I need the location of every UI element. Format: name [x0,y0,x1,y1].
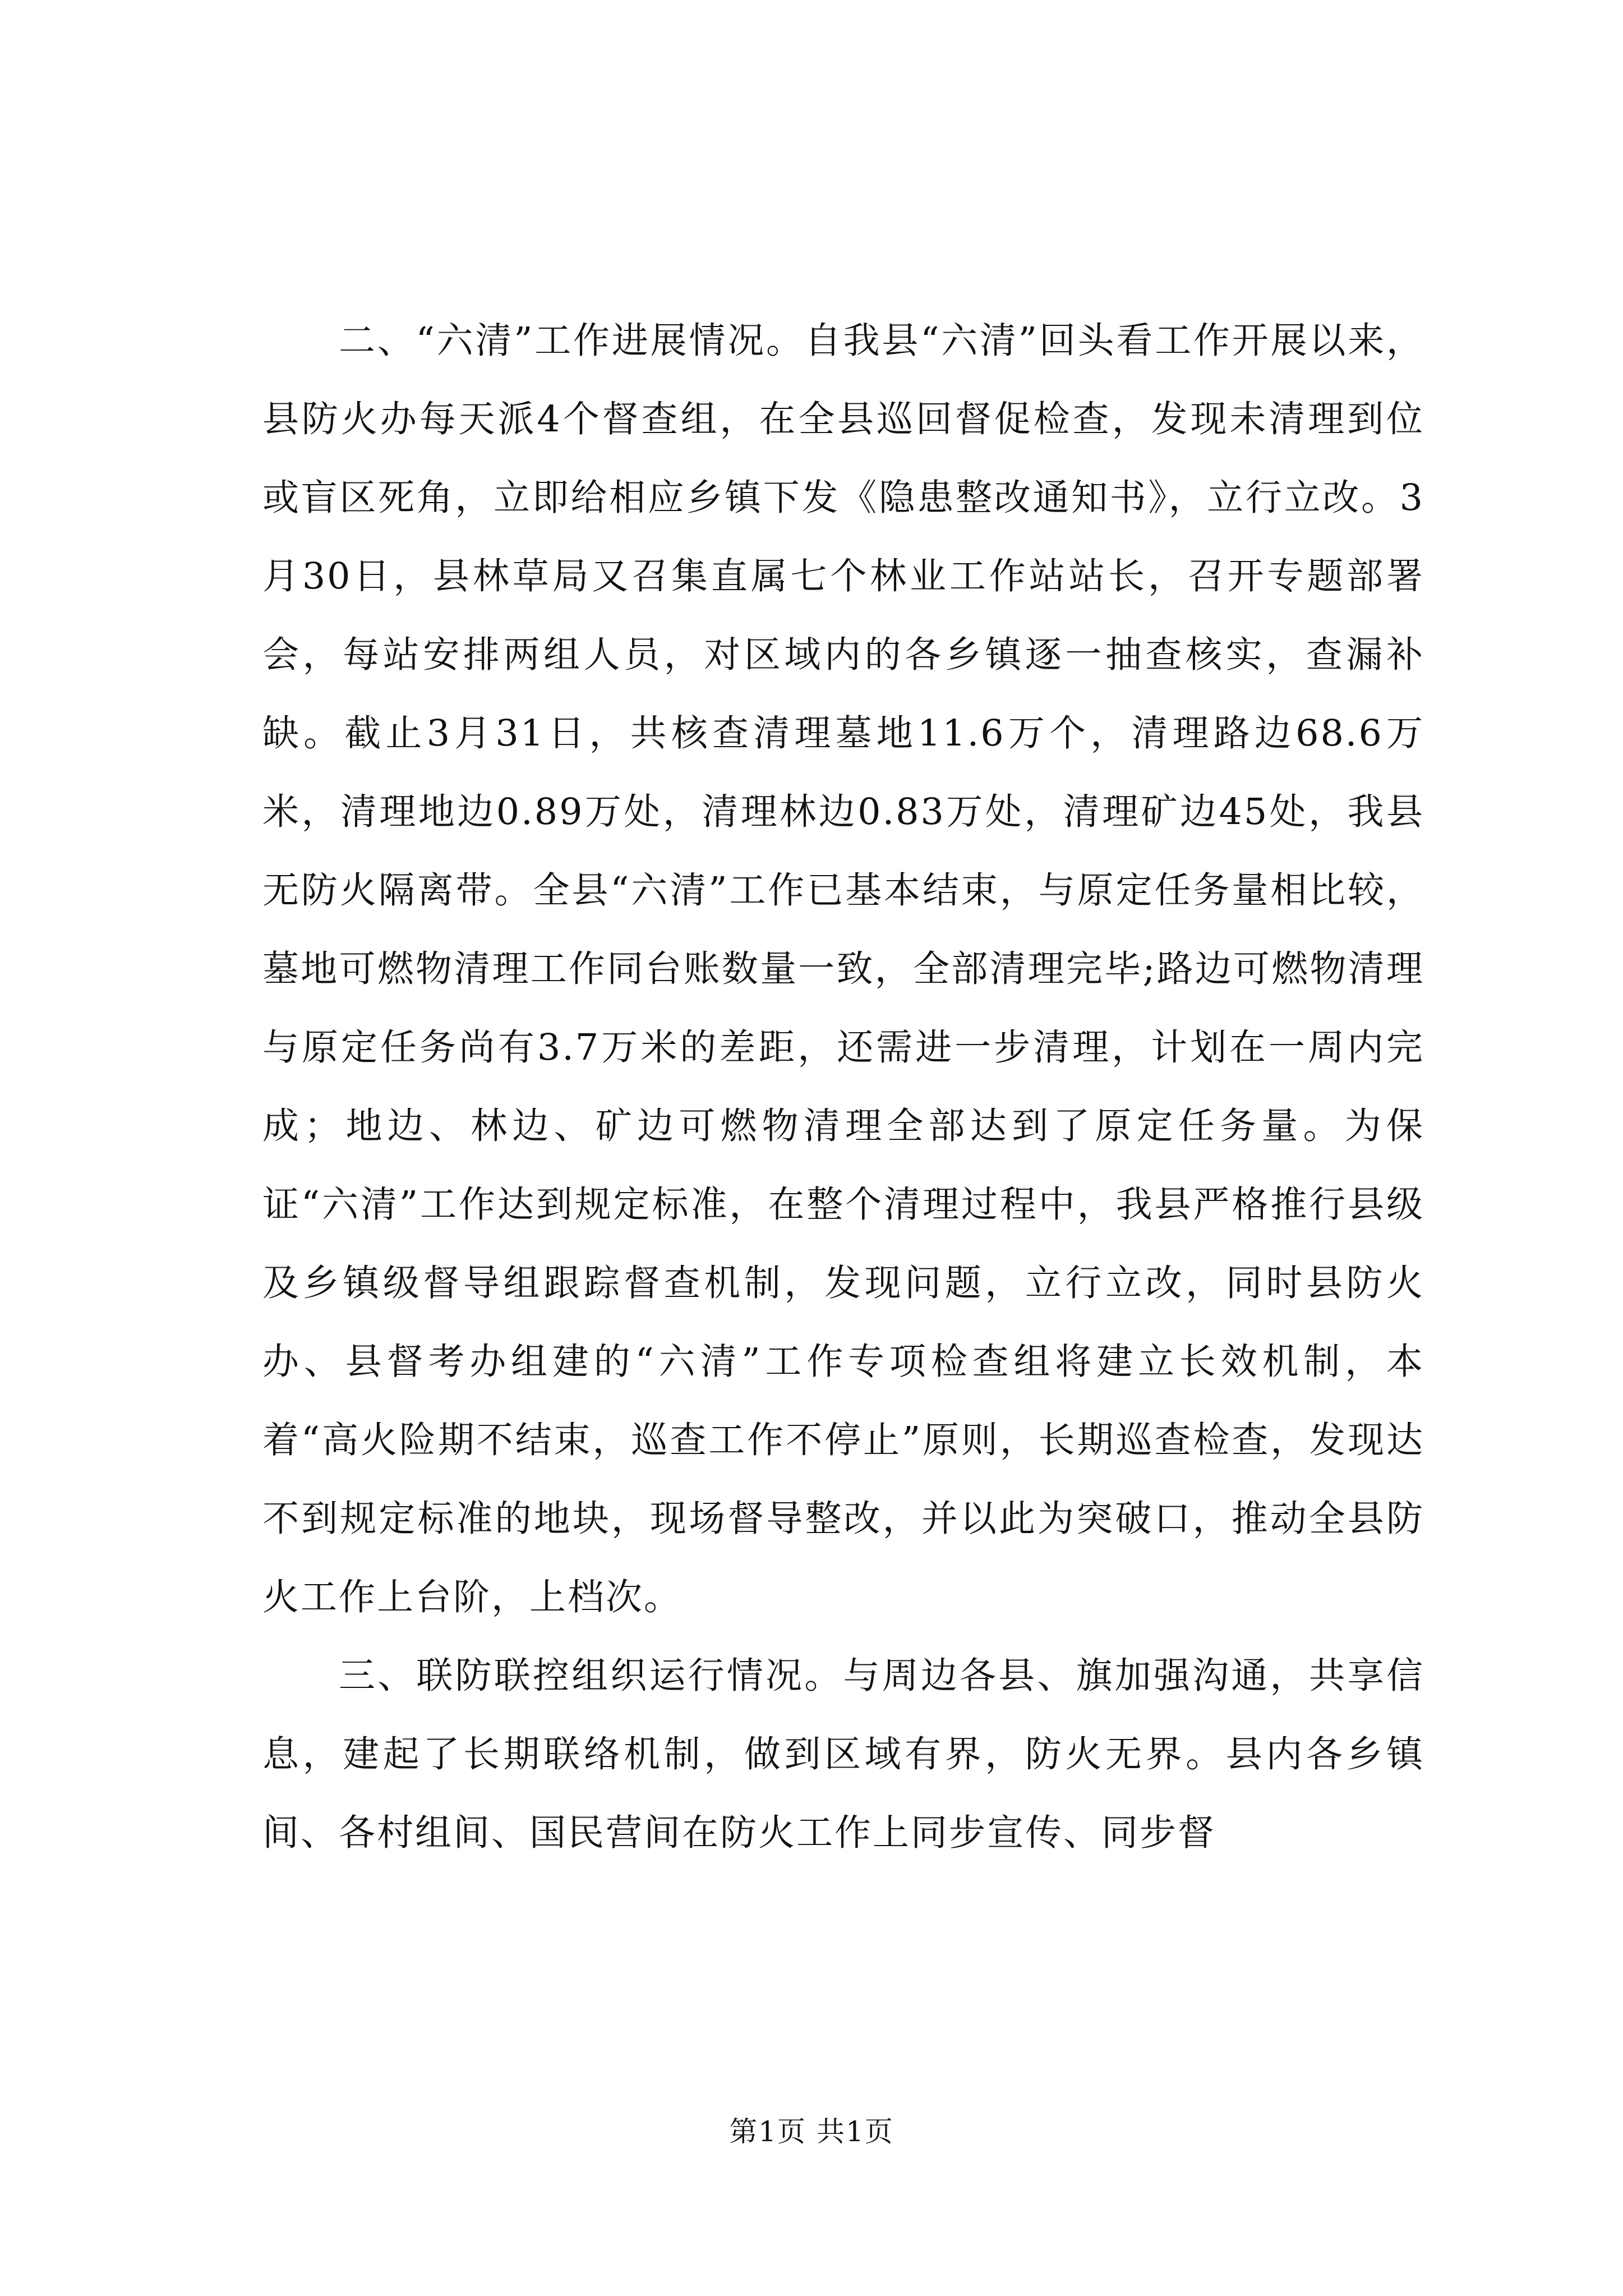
page-footer: 第1页 共1页 [729,2115,894,2148]
document-body [262,302,1424,1872]
paragraph-liuqing-progress: 二、“六清”工作进展情况。自我县“六清”回头看工作开展以来，县防火办每天派4个督查组，在全县巡回督促检查，发现未清理到位或盲区死角，立即给相应乡镇下发《隐患整改通知书》，立行立改。3月30日，县林草局又召集直属七个林业工作站站长，召开专题部署会，每站安排两组人员，对区域内的各乡镇逐一抽查核实，查漏补缺。截止3月31日，共核查清理墓地11.6万个，清理路边68.6万米，清理地边0.89万处，清理林边0.83万处，清理矿边45处，我县无防火隔离带。全县“六清”工作已基本结束，与原定任务量相比较，墓地可燃物清理工作同台账数量一致，全部清理完毕;路边可燃物清理与原定任务尚有3.7万米的差距，还需进一步清理，计划在一周内完成；地边、林边、矿边可燃物清理全部达到了原定任务量。为保证“六清”工作达到规定标准，在整个清理过程中，我县严格推行县级及乡镇级督导组跟踪督查机制，发现问题，立行立改，同时县防火办、县督考办组建的“六清”工作专项检查组将建立长效机制，本着“高火险期不结束，巡查工作不停止”原则，长期巡查检查，发现达不到规定标准的地块，现场督导整改，并以此为突破口，推动全县防火工作上台阶，上档次。 [262,320,1424,1618]
paragraph-joint-prevention: 三、联防联控组织运行情况。与周边各县、旗加强沟通，共享信息，建起了长期联络机制，做到区域有界，防火无界。县内各乡镇间、各村组间、国民营间在防火工作上同步宣传、同步督 [262,1655,1424,1854]
